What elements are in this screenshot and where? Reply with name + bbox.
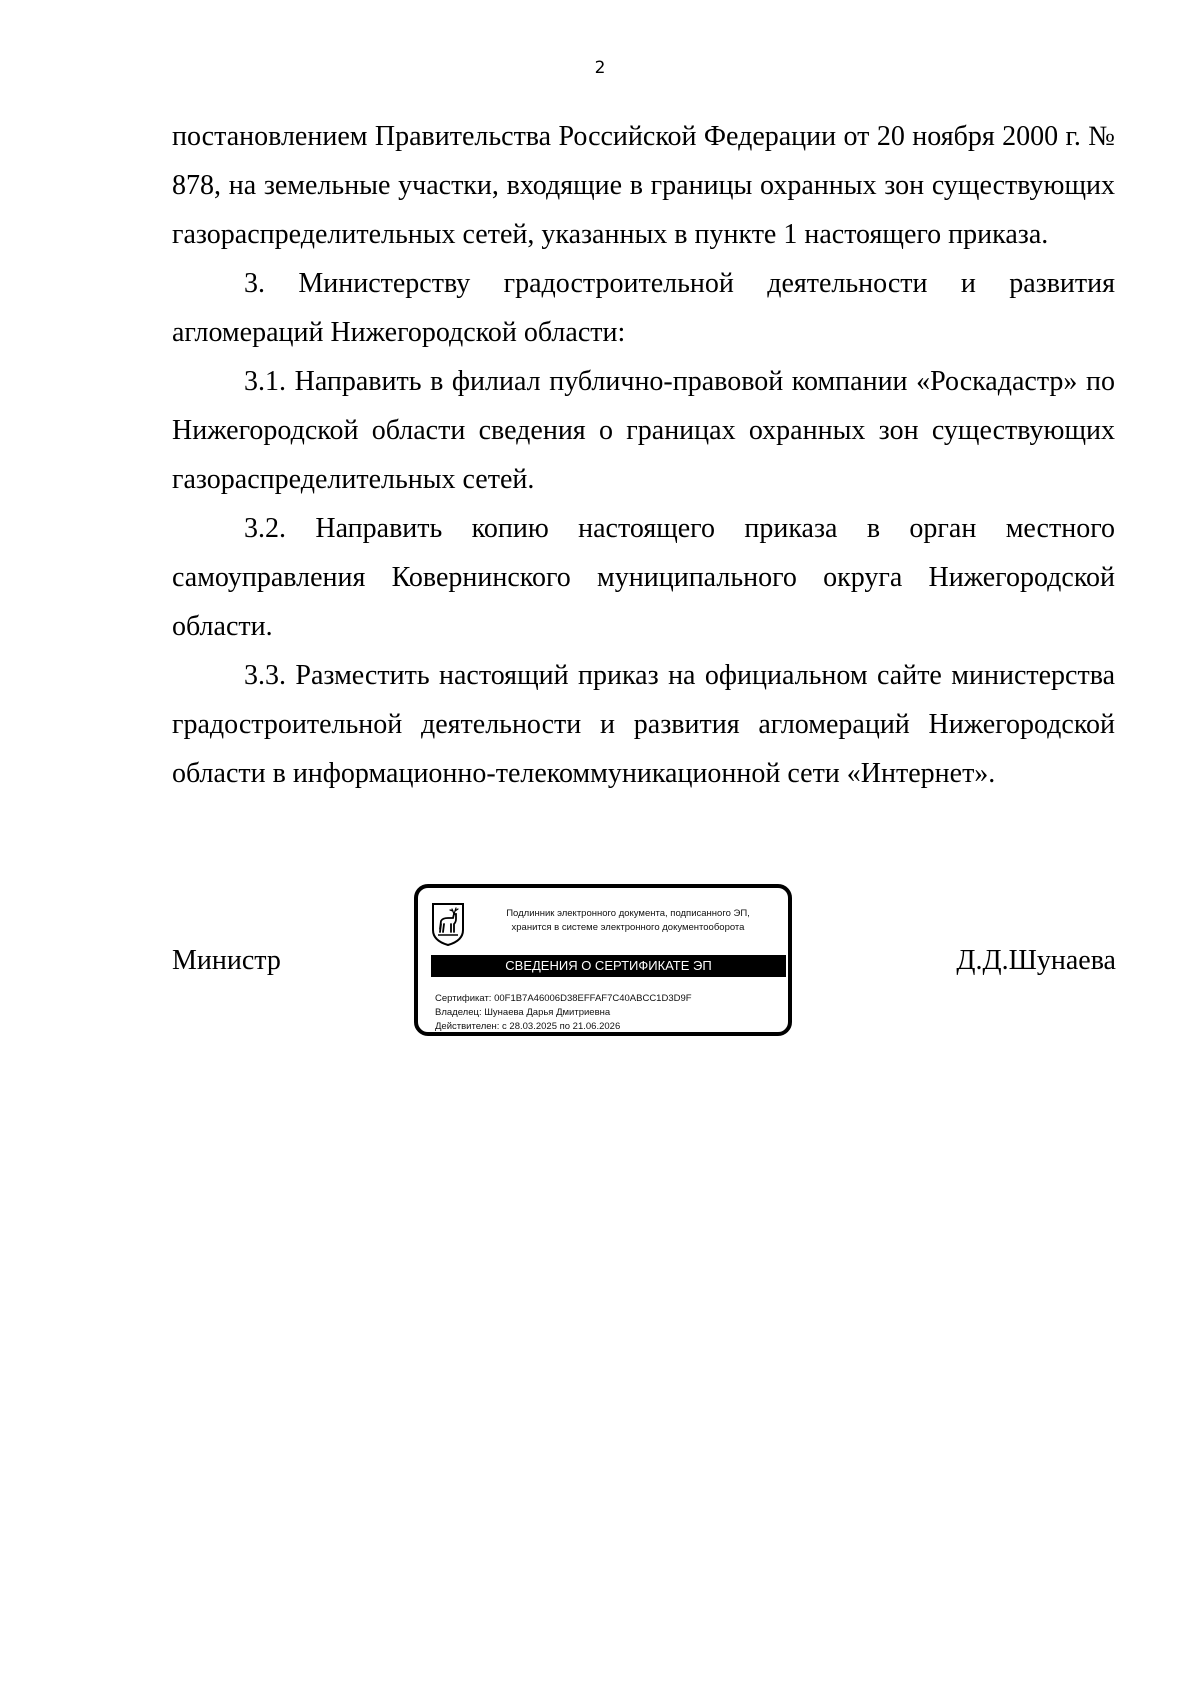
- stamp-header-line-1: Подлинник электронного документа, подписанного ЭП,: [506, 908, 750, 919]
- document-body: [172, 112, 1115, 798]
- nizhny-novgorod-deer-emblem-icon: [430, 902, 466, 946]
- paragraph-3: 3. Министерству градостроительной деятельности и развития агломераций Нижегородской области:: [172, 268, 1115, 348]
- stamp-header: [478, 907, 778, 935]
- paragraph-3-2: 3.2. Направить копию настоящего приказа в орган местного самоуправления Ковернинского муниципального округа Нижегородской области.: [172, 513, 1115, 642]
- paragraph-3-1: 3.1. Направить в филиал публично-правовой компании «Роскадастр» по Нижегородской области сведения о границах охранных зон существующих газораспределительных сетей.: [172, 366, 1115, 495]
- stamp-header-line-2: хранится в системе электронного документооборота: [511, 922, 745, 933]
- certificate-details: [435, 992, 785, 1034]
- certificate-owner: Владелец: Шунаева Дарья Дмитриевна: [435, 1007, 611, 1018]
- paragraph-continuation: постановлением Правительства Российской Федерации от 20 ноября 2000 г. № 878, на земельные участки, входящие в границы охранных зон существующих газораспределительных сетей, указанных в пункте 1 настоящего приказа.: [172, 121, 1115, 250]
- signatory-name: Д.Д.Шунаева: [956, 945, 1116, 976]
- certificate-validity: Действителен: с 28.03.2025 по 21.06.2026: [435, 1021, 621, 1032]
- paragraph-3-3: 3.3. Разместить настоящий приказ на официальном сайте министерства градостроительной деятельности и развития агломераций Нижегородской области в информационно-телекоммуникационной сети «Интернет».: [172, 660, 1115, 789]
- certificate-number: Сертификат: 00F1B7A46006D38EFFAF7C40ABCC1D3D9F: [435, 993, 692, 1004]
- signatory-position: Министр: [172, 945, 281, 976]
- page-number: 2: [594, 58, 606, 78]
- electronic-signature-stamp: [414, 884, 792, 1036]
- stamp-title: СВЕДЕНИЯ О СЕРТИФИКАТЕ ЭП: [431, 955, 786, 977]
